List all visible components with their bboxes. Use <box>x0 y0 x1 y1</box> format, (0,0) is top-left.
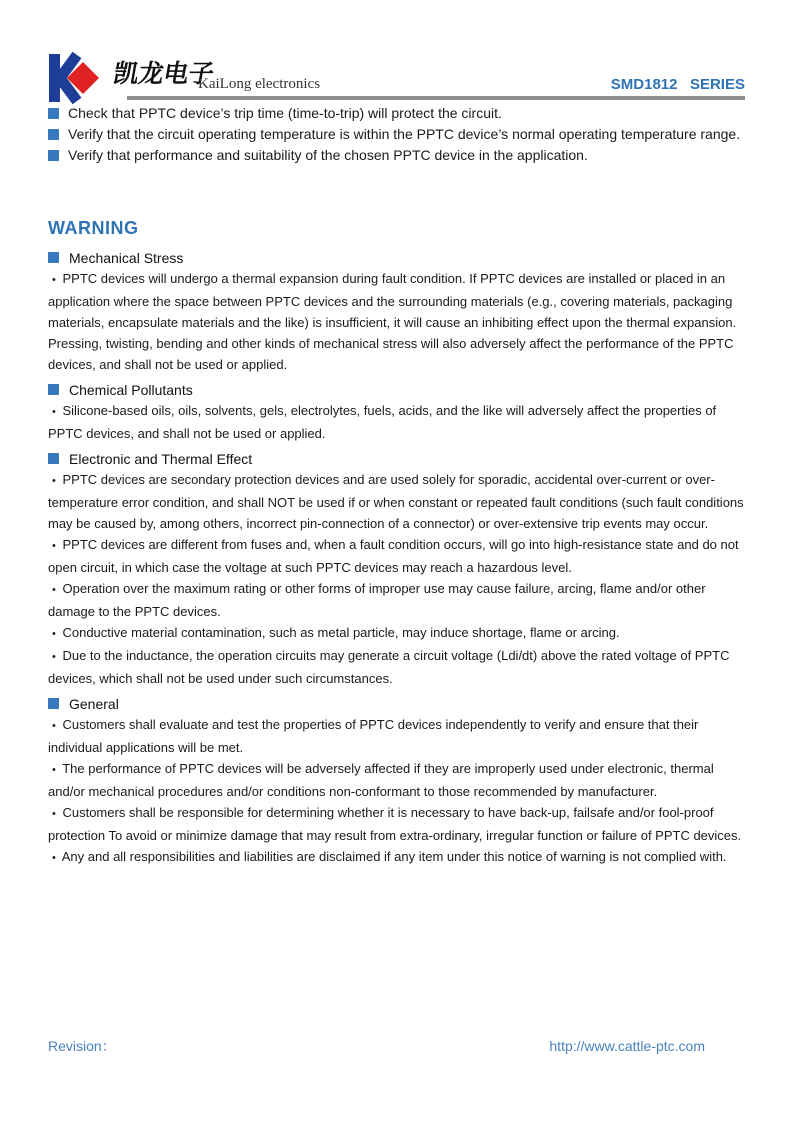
section-paragraph: • Customers shall evaluate and test the properties of PPTC devices independently to verify and ensure that their individual applications will be met. <box>48 717 699 755</box>
section-heading <box>48 694 745 714</box>
section-paragraph: • Operation over the maximum rating or other forms of improper use may cause failure, arcing, flame and/or other damage to the PPTC devices. <box>48 581 706 619</box>
bullet-square-icon <box>48 252 59 263</box>
bullet-dot-icon: • <box>52 406 56 418</box>
bullet-dot-icon: • <box>52 764 56 776</box>
section-heading-label: General <box>69 696 119 712</box>
bullet-dot-icon: • <box>52 475 56 487</box>
bullet-square-icon <box>48 150 59 161</box>
checklist <box>48 103 745 166</box>
section-paragraph: • PPTC devices are different from fuses and, when a fault condition occurs, will go into high-resistance state and do not open circuit, in which case the voltage at such PPTC devices may reach a hazardous level. <box>48 537 739 575</box>
section-paragraph: • PPTC devices are secondary protection devices and are used solely for sporadic, accidental over-current or over-temperature error condition, and shall NOT be used if or when constant or repeated fault conditions (such fault conditions may be caused by, among others, incorrect pin-connection of a connector) or over-extensive trip events may occur. <box>48 472 744 531</box>
checklist-text: Verify that performance and suitability of the chosen PPTC device in the application. <box>68 147 588 163</box>
bullet-square-icon <box>48 108 59 119</box>
section-paragraph: • Conductive material contamination, such as metal particle, may induce shortage, flame or arcing. <box>52 625 620 640</box>
section-paragraph: • PPTC devices will undergo a thermal expansion during fault condition. If PPTC devices are installed or placed in an application where the space between PPTC devices and the surrounding materials (e.g., covering materials, packaging materials, encapsulate materials and the like) is insufficient, it will cause an inhibiting effect upon the thermal expansion. Pressing, twisting, bending and other kinds of mechanical stress will also adversely affect the performance of the PPTC devices, and shall not be used or applied. <box>48 271 737 372</box>
section-heading-label: Mechanical Stress <box>69 250 184 266</box>
section-heading-label: Electronic and Thermal Effect <box>69 451 253 467</box>
bullet-dot-icon: • <box>52 852 56 864</box>
warning-sections <box>48 248 745 869</box>
bullet-dot-icon: • <box>52 274 56 286</box>
warning-heading: WARNING <box>48 218 139 238</box>
header-divider <box>127 96 745 100</box>
bullet-square-icon <box>48 384 59 395</box>
section-heading <box>48 380 745 400</box>
section-paragraph: • Any and all responsibilities and liabilities are disclaimed if any item under this notice of warning is not complied with. <box>52 849 727 864</box>
logo-english-text: KaiLong electronics <box>198 76 321 92</box>
bullet-square-icon <box>48 698 59 709</box>
bullet-dot-icon: • <box>52 584 56 596</box>
section-heading-label: Chemical Pollutants <box>69 382 193 398</box>
checklist-text: Check that PPTC device’s trip time (time-to-trip) will protect the circuit. <box>68 105 502 121</box>
page-footer <box>48 1036 745 1056</box>
checklist-item <box>48 103 745 124</box>
section-paragraph: • Silicone-based oils, oils, solvents, gels, electrolytes, fuels, acids, and the like will adversely affect the properties of PPTC devices, and shall not be used or applied. <box>48 403 717 441</box>
bullet-square-icon <box>48 453 59 464</box>
revision-label: Revision： <box>48 1038 116 1054</box>
page-header <box>0 0 793 100</box>
section-heading <box>48 248 745 268</box>
page-content <box>0 100 793 869</box>
website-link[interactable]: http://www.cattle-ptc.com <box>549 1038 705 1054</box>
checklist-item <box>48 145 745 166</box>
bullet-dot-icon: • <box>52 720 56 732</box>
series-title: SMD1812 SERIES <box>610 76 745 93</box>
kailong-logo-icon <box>46 51 108 105</box>
logo-chinese-text: 凯龙电子 <box>111 59 217 88</box>
bullet-dot-icon: • <box>52 651 56 663</box>
section-heading <box>48 449 745 469</box>
section-paragraph: • Customers shall be responsible for determining whether it is necessary to have back-up, failsafe and/or fool-proof protection To avoid or minimize damage that may result from extra-ordinary, irregular function or failure of PPTC devices. <box>48 805 742 843</box>
bullet-dot-icon: • <box>52 540 56 552</box>
section-paragraph: • The performance of PPTC devices will be adversely affected if they are improperly used under electronic, thermal and/or mechanical procedures and/or conditions non-conformant to those recommended by manufacturer. <box>48 761 714 799</box>
checklist-text: Verify that the circuit operating temperature is within the PPTC device’s normal operating temperature range. <box>68 126 741 142</box>
bullet-square-icon <box>48 129 59 140</box>
bullet-dot-icon: • <box>52 628 56 640</box>
checklist-item <box>48 124 745 145</box>
bullet-dot-icon: • <box>52 808 56 820</box>
section-paragraph: • Due to the inductance, the operation circuits may generate a circuit voltage (Ldi/dt) above the rated voltage of PPTC devices, which shall not be used under such circumstances. <box>48 648 730 686</box>
